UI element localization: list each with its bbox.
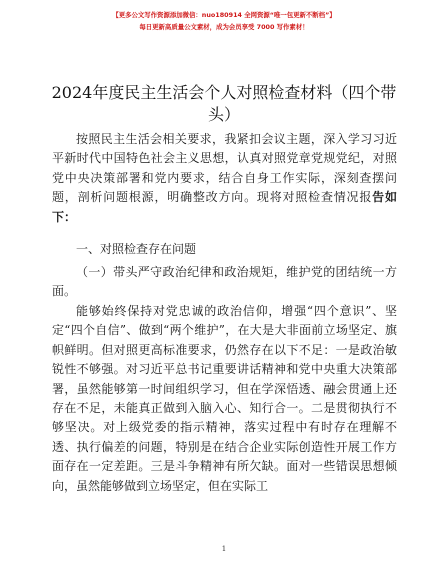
document-title: 2024年度民主生活会个人对照检查材料（四个带头） <box>51 83 397 124</box>
body-paragraph: 能够始终保持对党忠诚的政治信仰，增强“四个意识”、坚定“四个自信”、做到“两个维护”，在大是大非面前立场坚定、旗帜鲜明。但对照更高标准要求，仍然存在以下不足：一是政治敏锐性不够强。对习近平总书记重要讲话精神和党中央重大决策部署，虽然能够第一时间组织学习，但在学深悟透、融会贯通上还存在不足，未能真正做到入脑入心、知行合一。二是贯彻执行不够坚决。对上级党委的指示精神，落实过程中有时存在理解不透、执行偏差的问题，特别是在结合企业实际创造性开展工作方面存在一定差距。三是斗争精神有所欠缺。面对一些错误思想倾向，虽然能够做到立场坚定，但在实际工 <box>52 304 397 493</box>
promo-banner-line-1: 【更多公文写作资源添加微信：nuo180914 全网资源“唯一包更新不断档”】 <box>112 11 336 19</box>
promo-banner-line-2: 每日更新高质量公文素材，成为会员享受 7000 写作素材！ <box>139 23 309 31</box>
intro-text: 按照民主生活会相关要求，我紧扣会议主题，深入学习习近平新时代中国特色社会主义思想，认真对照党章党规党纪，对照党中央决策部署和党内要求，结合自身工作实际，深刻查摆问题，剖析问题根源，明确整改方向。现将对照检查情况报 <box>52 132 397 205</box>
intro-paragraph <box>52 130 397 227</box>
subsection-heading: （一）带头严守政治纪律和政治规矩，维护党的团结统一方面。 <box>52 265 397 299</box>
section-heading: 一、对照检查存在问题 <box>76 242 197 256</box>
intro-bold-text: 告如下： <box>52 190 397 224</box>
page-number: 1 <box>221 545 227 553</box>
